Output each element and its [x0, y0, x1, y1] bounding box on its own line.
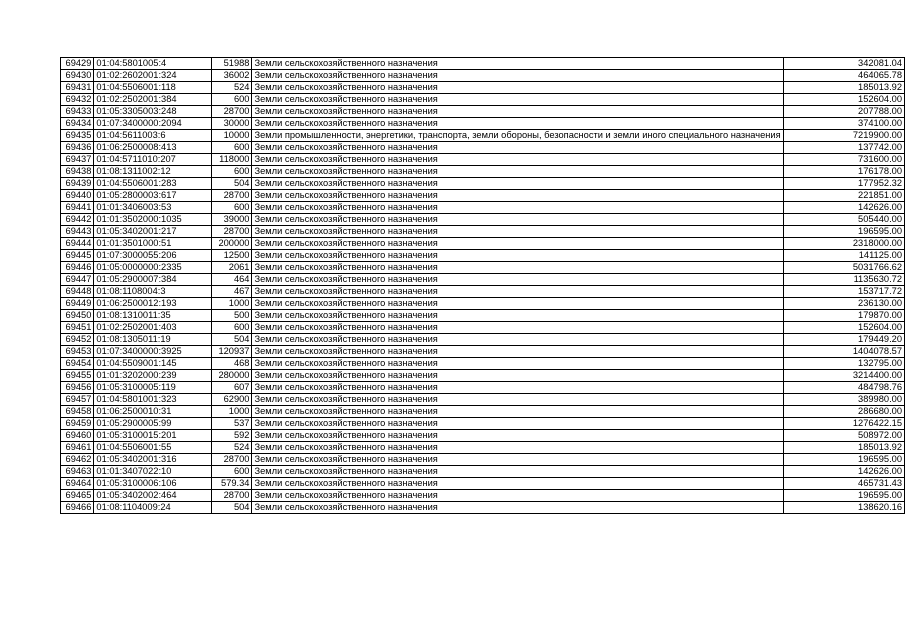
area-cell: 504: [211, 178, 252, 190]
row-number-cell: 69452: [61, 334, 94, 346]
cadastral-number-cell: 01:06:2500008:413: [94, 142, 212, 154]
cadastral-number-cell: 01:07:3400000:3925: [94, 346, 212, 358]
cadastral-number-cell: 01:04:5801005:4: [94, 58, 212, 70]
table-row: [61, 502, 905, 514]
cadastral-value-cell: 342081.04: [783, 58, 904, 70]
cadastral-number-cell: 01:01:3502000:1035: [94, 214, 212, 226]
row-number-cell: 69433: [61, 106, 94, 118]
cadastral-value-cell: 508972.00: [783, 430, 904, 442]
table-row: [61, 94, 905, 106]
row-number-cell: 69466: [61, 502, 94, 514]
land-category-cell: Земли сельскохозяйственного назначения: [252, 346, 783, 358]
table-row: [61, 418, 905, 430]
cadastral-number-cell: 01:04:5506001:283: [94, 178, 212, 190]
row-number-cell: 69440: [61, 190, 94, 202]
land-category-cell: Земли сельскохозяйственного назначения: [252, 106, 783, 118]
area-cell: 200000: [211, 238, 252, 250]
row-number-cell: 69429: [61, 58, 94, 70]
area-cell: 500: [211, 310, 252, 322]
cadastral-number-cell: 01:04:5506001:118: [94, 82, 212, 94]
cadastral-value-cell: 207788.00: [783, 106, 904, 118]
land-category-cell: Земли сельскохозяйственного назначения: [252, 262, 783, 274]
area-cell: 524: [211, 442, 252, 454]
cadastral-number-cell: 01:04:5509001:145: [94, 358, 212, 370]
row-number-cell: 69450: [61, 310, 94, 322]
table-row: [61, 454, 905, 466]
cadastral-value-cell: 152604.00: [783, 94, 904, 106]
area-cell: 39000: [211, 214, 252, 226]
cadastral-value-cell: 196595.00: [783, 226, 904, 238]
land-category-cell: Земли сельскохозяйственного назначения: [252, 214, 783, 226]
cadastral-value-cell: 374100.00: [783, 118, 904, 130]
area-cell: 28700: [211, 226, 252, 238]
land-category-cell: Земли сельскохозяйственного назначения: [252, 502, 783, 514]
cadastral-number-cell: 01:01:3407022:10: [94, 466, 212, 478]
area-cell: 36002: [211, 70, 252, 82]
cadastral-value-cell: 1276422.15: [783, 418, 904, 430]
table-row: [61, 370, 905, 382]
table-row: [61, 346, 905, 358]
land-parcels-table: [60, 57, 905, 514]
cadastral-number-cell: 01:04:5801001:323: [94, 394, 212, 406]
cadastral-value-cell: 731600.00: [783, 154, 904, 166]
table-row: [61, 274, 905, 286]
row-number-cell: 69448: [61, 286, 94, 298]
cadastral-value-cell: 179870.00: [783, 310, 904, 322]
area-cell: 62900: [211, 394, 252, 406]
table-row: [61, 478, 905, 490]
cadastral-value-cell: 484798.76: [783, 382, 904, 394]
cadastral-value-cell: 152604.00: [783, 322, 904, 334]
cadastral-number-cell: 01:08:1305011:19: [94, 334, 212, 346]
land-category-cell: Земли сельскохозяйственного назначения: [252, 154, 783, 166]
cadastral-number-cell: 01:08:1104009:24: [94, 502, 212, 514]
area-cell: 600: [211, 322, 252, 334]
row-number-cell: 69455: [61, 370, 94, 382]
land-category-cell: Земли сельскохозяйственного назначения: [252, 58, 783, 70]
row-number-cell: 69463: [61, 466, 94, 478]
cadastral-number-cell: 01:05:0000000:2335: [94, 262, 212, 274]
table-body: [61, 58, 905, 514]
cadastral-value-cell: 132795.00: [783, 358, 904, 370]
cadastral-number-cell: 01:01:3501000:51: [94, 238, 212, 250]
cadastral-number-cell: 01:08:1310011:35: [94, 310, 212, 322]
table-row: [61, 82, 905, 94]
table-row: [61, 286, 905, 298]
land-category-cell: Земли сельскохозяйственного назначения: [252, 250, 783, 262]
area-cell: 600: [211, 202, 252, 214]
land-category-cell: Земли сельскохозяйственного назначения: [252, 478, 783, 490]
cadastral-value-cell: 221851.00: [783, 190, 904, 202]
row-number-cell: 69439: [61, 178, 94, 190]
table-row: [61, 130, 905, 142]
row-number-cell: 69457: [61, 394, 94, 406]
area-cell: 592: [211, 430, 252, 442]
row-number-cell: 69454: [61, 358, 94, 370]
cadastral-value-cell: 141125.00: [783, 250, 904, 262]
land-category-cell: Земли сельскохозяйственного назначения: [252, 166, 783, 178]
row-number-cell: 69462: [61, 454, 94, 466]
area-cell: 30000: [211, 118, 252, 130]
cadastral-number-cell: 01:05:3402001:316: [94, 454, 212, 466]
cadastral-value-cell: 142626.00: [783, 202, 904, 214]
land-category-cell: Земли сельскохозяйственного назначения: [252, 202, 783, 214]
area-cell: 28700: [211, 490, 252, 502]
row-number-cell: 69447: [61, 274, 94, 286]
area-cell: 10000: [211, 130, 252, 142]
area-cell: 2061: [211, 262, 252, 274]
cadastral-number-cell: 01:05:3100006:106: [94, 478, 212, 490]
area-cell: 467: [211, 286, 252, 298]
cadastral-value-cell: 176178.00: [783, 166, 904, 178]
table-row: [61, 226, 905, 238]
table-row: [61, 106, 905, 118]
area-cell: 280000: [211, 370, 252, 382]
row-number-cell: 69460: [61, 430, 94, 442]
land-category-cell: Земли промышленности, энергетики, транспорта, земли обороны, безопасности и земли иного специального назначения: [252, 130, 783, 142]
area-cell: 579.34: [211, 478, 252, 490]
land-category-cell: Земли сельскохозяйственного назначения: [252, 178, 783, 190]
land-category-cell: Земли сельскохозяйственного назначения: [252, 190, 783, 202]
cadastral-number-cell: 01:05:3402001:217: [94, 226, 212, 238]
land-category-cell: Земли сельскохозяйственного назначения: [252, 358, 783, 370]
cadastral-value-cell: 5031766.62: [783, 262, 904, 274]
land-category-cell: Земли сельскохозяйственного назначения: [252, 418, 783, 430]
table-row: [61, 322, 905, 334]
cadastral-number-cell: 01:06:2500010:31: [94, 406, 212, 418]
cadastral-value-cell: 286680.00: [783, 406, 904, 418]
cadastral-value-cell: 389980.00: [783, 394, 904, 406]
row-number-cell: 69453: [61, 346, 94, 358]
table-row: [61, 262, 905, 274]
row-number-cell: 69444: [61, 238, 94, 250]
row-number-cell: 69459: [61, 418, 94, 430]
land-category-cell: Земли сельскохозяйственного назначения: [252, 70, 783, 82]
land-category-cell: Земли сельскохозяйственного назначения: [252, 94, 783, 106]
land-category-cell: Земли сельскохозяйственного назначения: [252, 442, 783, 454]
cadastral-number-cell: 01:04:5506001:55: [94, 442, 212, 454]
table-row: [61, 178, 905, 190]
row-number-cell: 69434: [61, 118, 94, 130]
area-cell: 120937: [211, 346, 252, 358]
table-row: [61, 214, 905, 226]
land-category-cell: Земли сельскохозяйственного назначения: [252, 334, 783, 346]
cadastral-number-cell: 01:05:3100005:119: [94, 382, 212, 394]
area-cell: 118000: [211, 154, 252, 166]
land-category-cell: Земли сельскохозяйственного назначения: [252, 226, 783, 238]
cadastral-number-cell: 01:05:3305003:248: [94, 106, 212, 118]
cadastral-number-cell: 01:05:2800003:617: [94, 190, 212, 202]
cadastral-value-cell: 137742.00: [783, 142, 904, 154]
row-number-cell: 69430: [61, 70, 94, 82]
row-number-cell: 69437: [61, 154, 94, 166]
cadastral-value-cell: 196595.00: [783, 454, 904, 466]
land-category-cell: Земли сельскохозяйственного назначения: [252, 142, 783, 154]
cadastral-value-cell: 179449.20: [783, 334, 904, 346]
cadastral-number-cell: 01:01:3406003:53: [94, 202, 212, 214]
row-number-cell: 69432: [61, 94, 94, 106]
area-cell: 1000: [211, 298, 252, 310]
area-cell: 28700: [211, 454, 252, 466]
cadastral-value-cell: 505440.00: [783, 214, 904, 226]
area-cell: 600: [211, 166, 252, 178]
area-cell: 1000: [211, 406, 252, 418]
land-category-cell: Земли сельскохозяйственного назначения: [252, 430, 783, 442]
table-row: [61, 298, 905, 310]
land-category-cell: Земли сельскохозяйственного назначения: [252, 382, 783, 394]
cadastral-value-cell: 185013.92: [783, 442, 904, 454]
row-number-cell: 69441: [61, 202, 94, 214]
row-number-cell: 69443: [61, 226, 94, 238]
row-number-cell: 69442: [61, 214, 94, 226]
row-number-cell: 69445: [61, 250, 94, 262]
row-number-cell: 69431: [61, 82, 94, 94]
cadastral-number-cell: 01:06:2500012:193: [94, 298, 212, 310]
table-row: [61, 70, 905, 82]
land-category-cell: Земли сельскохозяйственного назначения: [252, 454, 783, 466]
table-row: [61, 442, 905, 454]
area-cell: 504: [211, 334, 252, 346]
table-row: [61, 406, 905, 418]
cadastral-value-cell: 464065.78: [783, 70, 904, 82]
row-number-cell: 69446: [61, 262, 94, 274]
land-category-cell: Земли сельскохозяйственного назначения: [252, 370, 783, 382]
cadastral-value-cell: 3214400.00: [783, 370, 904, 382]
cadastral-value-cell: 1404078.57: [783, 346, 904, 358]
row-number-cell: 69449: [61, 298, 94, 310]
cadastral-number-cell: 01:05:2900005:99: [94, 418, 212, 430]
area-cell: 468: [211, 358, 252, 370]
land-category-cell: Земли сельскохозяйственного назначения: [252, 394, 783, 406]
table-row: [61, 166, 905, 178]
row-number-cell: 69464: [61, 478, 94, 490]
table-row: [61, 154, 905, 166]
land-category-cell: Земли сельскохозяйственного назначения: [252, 466, 783, 478]
table-row: [61, 238, 905, 250]
cadastral-number-cell: 01:05:2900007:384: [94, 274, 212, 286]
area-cell: 600: [211, 94, 252, 106]
area-cell: 600: [211, 142, 252, 154]
cadastral-value-cell: 7219900.00: [783, 130, 904, 142]
table-row: [61, 466, 905, 478]
cadastral-value-cell: 236130.00: [783, 298, 904, 310]
area-cell: 524: [211, 82, 252, 94]
area-cell: 607: [211, 382, 252, 394]
area-cell: 600: [211, 466, 252, 478]
table-row: [61, 202, 905, 214]
table-row: [61, 334, 905, 346]
table-row: [61, 382, 905, 394]
table-row: [61, 118, 905, 130]
table-row: [61, 58, 905, 70]
area-cell: 464: [211, 274, 252, 286]
cadastral-number-cell: 01:07:3000055:206: [94, 250, 212, 262]
cadastral-number-cell: 01:02:2602001:324: [94, 70, 212, 82]
table-row: [61, 250, 905, 262]
cadastral-number-cell: 01:05:3402002:464: [94, 490, 212, 502]
cadastral-value-cell: 1135630.72: [783, 274, 904, 286]
land-category-cell: Земли сельскохозяйственного назначения: [252, 274, 783, 286]
table-row: [61, 490, 905, 502]
cadastral-value-cell: 2318000.00: [783, 238, 904, 250]
cadastral-number-cell: 01:05:3100015:201: [94, 430, 212, 442]
land-category-cell: Земли сельскохозяйственного назначения: [252, 286, 783, 298]
row-number-cell: 69438: [61, 166, 94, 178]
area-cell: 28700: [211, 106, 252, 118]
cadastral-value-cell: 153717.72: [783, 286, 904, 298]
cadastral-number-cell: 01:07:3400000:2094: [94, 118, 212, 130]
land-category-cell: Земли сельскохозяйственного назначения: [252, 238, 783, 250]
land-category-cell: Земли сельскохозяйственного назначения: [252, 298, 783, 310]
row-number-cell: 69435: [61, 130, 94, 142]
cadastral-number-cell: 01:01:3202000:239: [94, 370, 212, 382]
row-number-cell: 69461: [61, 442, 94, 454]
area-cell: 51988: [211, 58, 252, 70]
cadastral-number-cell: 01:08:1108004:3: [94, 286, 212, 298]
table-row: [61, 142, 905, 154]
table-row: [61, 394, 905, 406]
table-row: [61, 190, 905, 202]
cadastral-number-cell: 01:08:1311002:12: [94, 166, 212, 178]
cadastral-number-cell: 01:04:5611003:6: [94, 130, 212, 142]
table-row: [61, 358, 905, 370]
table-row: [61, 430, 905, 442]
cadastral-value-cell: 465731.43: [783, 478, 904, 490]
cadastral-value-cell: 177952.32: [783, 178, 904, 190]
land-category-cell: Земли сельскохозяйственного назначения: [252, 406, 783, 418]
table-row: [61, 310, 905, 322]
land-category-cell: Земли сельскохозяйственного назначения: [252, 118, 783, 130]
area-cell: 28700: [211, 190, 252, 202]
cadastral-number-cell: 01:02:2502001:403: [94, 322, 212, 334]
land-category-cell: Земли сельскохозяйственного назначения: [252, 322, 783, 334]
land-category-cell: Земли сельскохозяйственного назначения: [252, 310, 783, 322]
row-number-cell: 69436: [61, 142, 94, 154]
cadastral-value-cell: 142626.00: [783, 466, 904, 478]
row-number-cell: 69451: [61, 322, 94, 334]
cadastral-number-cell: 01:02:2502001:384: [94, 94, 212, 106]
row-number-cell: 69465: [61, 490, 94, 502]
area-cell: 12500: [211, 250, 252, 262]
cadastral-value-cell: 138620.16: [783, 502, 904, 514]
land-category-cell: Земли сельскохозяйственного назначения: [252, 82, 783, 94]
area-cell: 504: [211, 502, 252, 514]
row-number-cell: 69458: [61, 406, 94, 418]
land-category-cell: Земли сельскохозяйственного назначения: [252, 490, 783, 502]
cadastral-value-cell: 196595.00: [783, 490, 904, 502]
area-cell: 537: [211, 418, 252, 430]
row-number-cell: 69456: [61, 382, 94, 394]
cadastral-value-cell: 185013.92: [783, 82, 904, 94]
cadastral-number-cell: 01:04:5711010:207: [94, 154, 212, 166]
